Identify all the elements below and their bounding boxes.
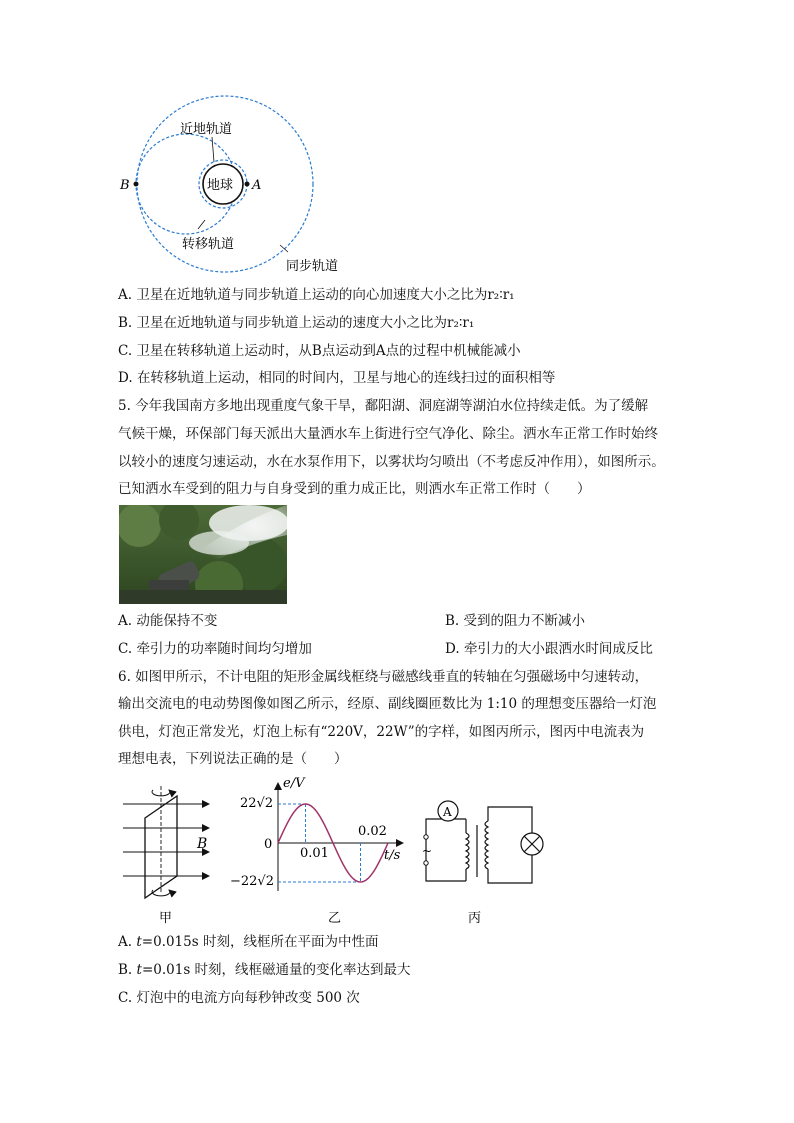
x-tick-end: 0.02 xyxy=(358,824,387,839)
q5-option-c: C. 牵引力的功率随时间均匀增加 xyxy=(118,641,312,657)
earth-label: 地球 xyxy=(207,178,234,193)
point-B xyxy=(134,182,139,187)
q4-option-c: C. 卫星在转移轨道上运动时，从B点运动到A点的过程中机械能减小 xyxy=(118,343,521,359)
q6-stem-line-3: 供电，灯泡正常发光，灯泡上标有“220V，22W”的字样，如图丙所示，图丙中电流表为 xyxy=(118,724,645,740)
ammeter-label: A xyxy=(443,805,452,819)
q6-stem-line-1: 6. 如图甲所示，不计电阻的矩形金属线框绕与磁感线垂直的转轴在匀强磁场中匀速转动， xyxy=(118,669,649,685)
q5-option-a: A. 动能保持不变 xyxy=(118,613,218,629)
q5-stem-line-4: 已知洒水车受到的阻力与自身受到的重力成正比，则洒水车正常工作时（ ） xyxy=(118,481,591,497)
q6-stem-line-2: 输出交流电的电动势图像如图乙所示，经原、副线圈匝数比为 1:10 的理想变压器给一灯泡 xyxy=(118,696,657,712)
q4-option-d: D. 在转移轨道上运动，相同的时间内，卫星与地心的连线扫过的面积相等 xyxy=(118,370,556,386)
q4-option-b: B. 卫星在近地轨道与同步轨道上运动的速度大小之比为r₂∶r₁ xyxy=(118,315,475,331)
q6-option-b: B. t=0.01s 时刻，线框磁通量的变化率达到最大 xyxy=(118,962,411,978)
q5-stem-line-1: 5. 今年我国南方多地出现重度气象干旱，鄱阳湖、洞庭湖等湖泊水位持续走低。为了缓解 xyxy=(118,398,649,414)
label-sync-orbit: 同步轨道 xyxy=(286,259,339,274)
fig-bing-caption: 丙 xyxy=(468,911,482,926)
q5-stem-line-2: 气候干燥，环保部门每天派出大量洒水车上街进行空气净化、除尘。洒水车正常工作时始终 xyxy=(118,426,658,442)
label-B: B xyxy=(120,178,130,193)
q6-stem-line-4: 理想电表，下列说法正确的是（ ） xyxy=(118,751,348,767)
y-tick-bottom: −22√2 xyxy=(230,874,274,889)
figure-jia xyxy=(115,778,220,928)
x-tick-mid: 0.01 xyxy=(300,846,329,861)
q6-option-a: A. t=0.015s 时刻，线框所在平面为中性面 xyxy=(118,934,379,950)
point-A xyxy=(245,182,250,187)
y-tick-top: 22√2 xyxy=(240,796,274,811)
q6-option-c: C. 灯泡中的电流方向每秒钟改变 500 次 xyxy=(118,990,360,1006)
figure-bing xyxy=(418,793,550,928)
label-A: A xyxy=(252,178,262,193)
y-label: e/V xyxy=(283,776,305,791)
q5-option-b: B. 受到的阻力不断减小 xyxy=(445,613,586,629)
label-near-orbit: 近地轨道 xyxy=(180,122,233,137)
figure-yi-chart xyxy=(228,773,408,928)
ac-source-label: ~ xyxy=(422,844,433,858)
sprinkler-truck-photo xyxy=(119,505,287,604)
orbit-figure xyxy=(110,95,360,280)
q5-option-d: D. 牵引力的大小跟洒水时间成反比 xyxy=(445,641,653,657)
q4-option-a: A. 卫星在近地轨道与同步轨道上运动的向心加速度大小之比为r₂∶r₁ xyxy=(118,287,515,303)
x-label: t/s xyxy=(384,848,401,863)
label-transfer-orbit: 转移轨道 xyxy=(182,237,235,252)
fig-jia-label-B: B xyxy=(197,836,208,852)
fig-yi-caption: 乙 xyxy=(328,911,342,926)
q5-stem-line-3: 以较小的速度匀速运动，水在水泵作用下，以雾状均匀喷出（不考虑反冲作用），如图所示。 xyxy=(118,454,665,470)
y-tick-zero: 0 xyxy=(264,837,273,852)
fig-jia-caption: 甲 xyxy=(159,911,173,926)
